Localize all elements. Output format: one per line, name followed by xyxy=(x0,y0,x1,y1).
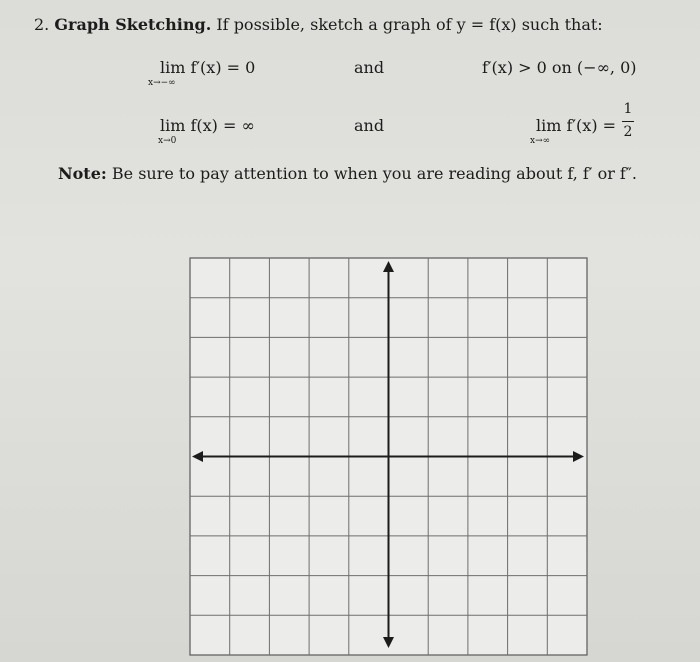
condition-limit-sub-inf: x→∞ xyxy=(530,136,551,146)
fraction-denominator: 2 xyxy=(623,124,633,140)
condition-limit-fprime-neg-inf: lim f′(x) = 0 xyxy=(160,58,256,77)
condition-limit-f-at-zero: lim f(x) = ∞ xyxy=(160,116,255,135)
condition-and-1: and xyxy=(354,58,385,77)
condition-limit-fprime-inf: lim f′(x) = xyxy=(536,116,617,135)
condition-limit-sub-neg-inf: x→−∞ xyxy=(148,78,176,88)
condition-limit-sub-zero: x→0 xyxy=(158,136,177,146)
problem-prompt: If possible, sketch a graph of y = f(x) such that: xyxy=(216,15,603,34)
problem-number: 2. xyxy=(34,15,50,34)
condition-fprime-positive: f′(x) > 0 on (−∞, 0) xyxy=(482,58,637,77)
note-label: Note: xyxy=(58,164,107,183)
problem-title: Graph Sketching. xyxy=(54,15,212,34)
condition-and-2: and xyxy=(354,116,385,135)
note-text: Be sure to pay attention to when you are reading about f, f′ or f″. xyxy=(111,164,637,183)
fraction-numerator: 1 xyxy=(623,101,633,117)
